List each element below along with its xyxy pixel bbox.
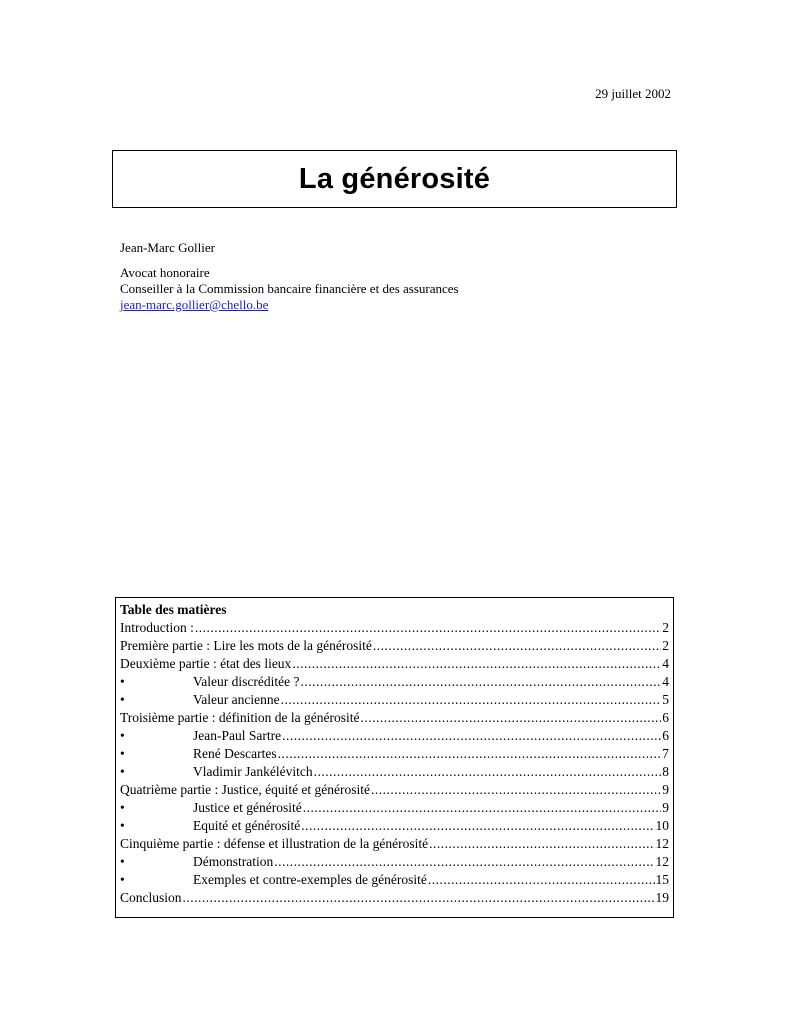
toc-bullet: • — [120, 854, 125, 869]
toc-entry[interactable] — [120, 637, 669, 655]
toc-dot-leader — [195, 619, 661, 637]
toc-entry-label: René Descartes — [193, 746, 277, 761]
toc-dot-leader — [281, 691, 662, 709]
toc-entry-page: 7 — [662, 746, 669, 761]
toc-entry-label: Première partie : Lire les mots de la générosité — [120, 638, 372, 653]
author-block — [120, 240, 459, 313]
toc-entry-label: Jean-Paul Sartre — [193, 728, 282, 743]
author-email-link[interactable]: jean-marc.gollier@chello.be — [120, 297, 269, 312]
toc-entry[interactable] — [120, 673, 669, 691]
document-title: La générosité — [298, 162, 491, 195]
toc-bullet: • — [120, 800, 125, 815]
toc-dot-leader — [183, 889, 655, 907]
toc-bullet: • — [120, 764, 125, 779]
toc-entry-page: 19 — [655, 890, 669, 905]
toc-entry[interactable] — [120, 763, 669, 781]
toc-entry-label: Quatrième partie : Justice, équité et générosité — [120, 782, 371, 797]
toc-dot-leader — [278, 745, 662, 763]
toc-entry-page: 4 — [662, 674, 669, 689]
toc-bullet: • — [120, 692, 125, 707]
toc-entry-label: Introduction : — [120, 620, 194, 635]
toc-entry-page: 5 — [662, 692, 669, 707]
toc-entry[interactable] — [120, 619, 669, 637]
toc-entry-page: 12 — [655, 836, 669, 851]
toc-dot-leader — [303, 799, 662, 817]
toc-bullet: • — [120, 746, 125, 761]
toc-dot-leader — [314, 763, 662, 781]
author-role: Avocat honoraire — [120, 265, 210, 280]
toc-entry-page: 4 — [662, 656, 669, 671]
toc-bullet: • — [120, 728, 125, 743]
toc-entry-page: 2 — [662, 620, 669, 635]
toc-entry[interactable] — [120, 727, 669, 745]
table-of-contents — [115, 597, 674, 918]
toc-entry[interactable] — [120, 781, 669, 799]
toc-entry-page: 15 — [655, 872, 669, 887]
toc-entry-label: Cinquième partie : défense et illustration de la générosité — [120, 836, 429, 851]
toc-entry[interactable] — [120, 817, 669, 835]
toc-dot-leader — [282, 727, 661, 745]
toc-entry-page: 10 — [655, 818, 669, 833]
toc-bullet: • — [120, 818, 125, 833]
toc-entry-label: Conclusion — [120, 890, 182, 905]
toc-entry-label: Troisième partie : définition de la générosité — [120, 710, 360, 725]
title-box — [112, 150, 677, 208]
document-date: 29 juillet 2002 — [595, 86, 671, 101]
toc-entry[interactable] — [120, 655, 669, 673]
toc-dot-leader — [428, 871, 655, 889]
toc-entry[interactable] — [120, 691, 669, 709]
toc-dot-leader — [373, 637, 661, 655]
toc-entry-page: 6 — [662, 728, 669, 743]
toc-entry-label: Justice et générosité — [193, 800, 302, 815]
toc-dot-leader — [301, 817, 654, 835]
toc-entry-label: Valeur ancienne — [193, 692, 280, 707]
toc-entry-label: Equité et générosité — [193, 818, 301, 833]
toc-entry[interactable] — [120, 745, 669, 763]
toc-dot-leader — [371, 781, 661, 799]
toc-entry-label: Deuxième partie : état des lieux — [120, 656, 292, 671]
toc-entry[interactable] — [120, 799, 669, 817]
toc-dot-leader — [292, 655, 661, 673]
toc-entry-page: 9 — [662, 782, 669, 797]
toc-entry[interactable] — [120, 871, 669, 889]
toc-dot-leader — [360, 709, 661, 727]
toc-entry-label: Exemples et contre-exemples de générosité — [193, 872, 427, 887]
toc-entry-page: 12 — [655, 854, 669, 869]
toc-entry[interactable] — [120, 889, 669, 907]
toc-entry-page: 6 — [662, 710, 669, 725]
toc-entries — [120, 619, 669, 907]
toc-entry-label: Démonstration — [193, 854, 274, 869]
toc-bullet: • — [120, 674, 125, 689]
toc-heading: Table des matières — [120, 602, 227, 617]
toc-entry[interactable] — [120, 835, 669, 853]
toc-entry-page: 9 — [662, 800, 669, 815]
toc-entry-label: Valeur discréditée ? — [193, 674, 300, 689]
toc-entry-label: Vladimir Jankélévitch — [193, 764, 313, 779]
toc-dot-leader — [274, 853, 654, 871]
toc-bullet: • — [120, 872, 125, 887]
toc-dot-leader — [429, 835, 654, 853]
author-position: Conseiller à la Commission bancaire financière et des assurances — [120, 281, 459, 296]
toc-entry-page: 2 — [662, 638, 669, 653]
toc-entry[interactable] — [120, 709, 669, 727]
toc-dot-leader — [300, 673, 661, 691]
author-name: Jean-Marc Gollier — [120, 240, 215, 255]
toc-entry-page: 8 — [662, 764, 669, 779]
toc-entry[interactable] — [120, 853, 669, 871]
